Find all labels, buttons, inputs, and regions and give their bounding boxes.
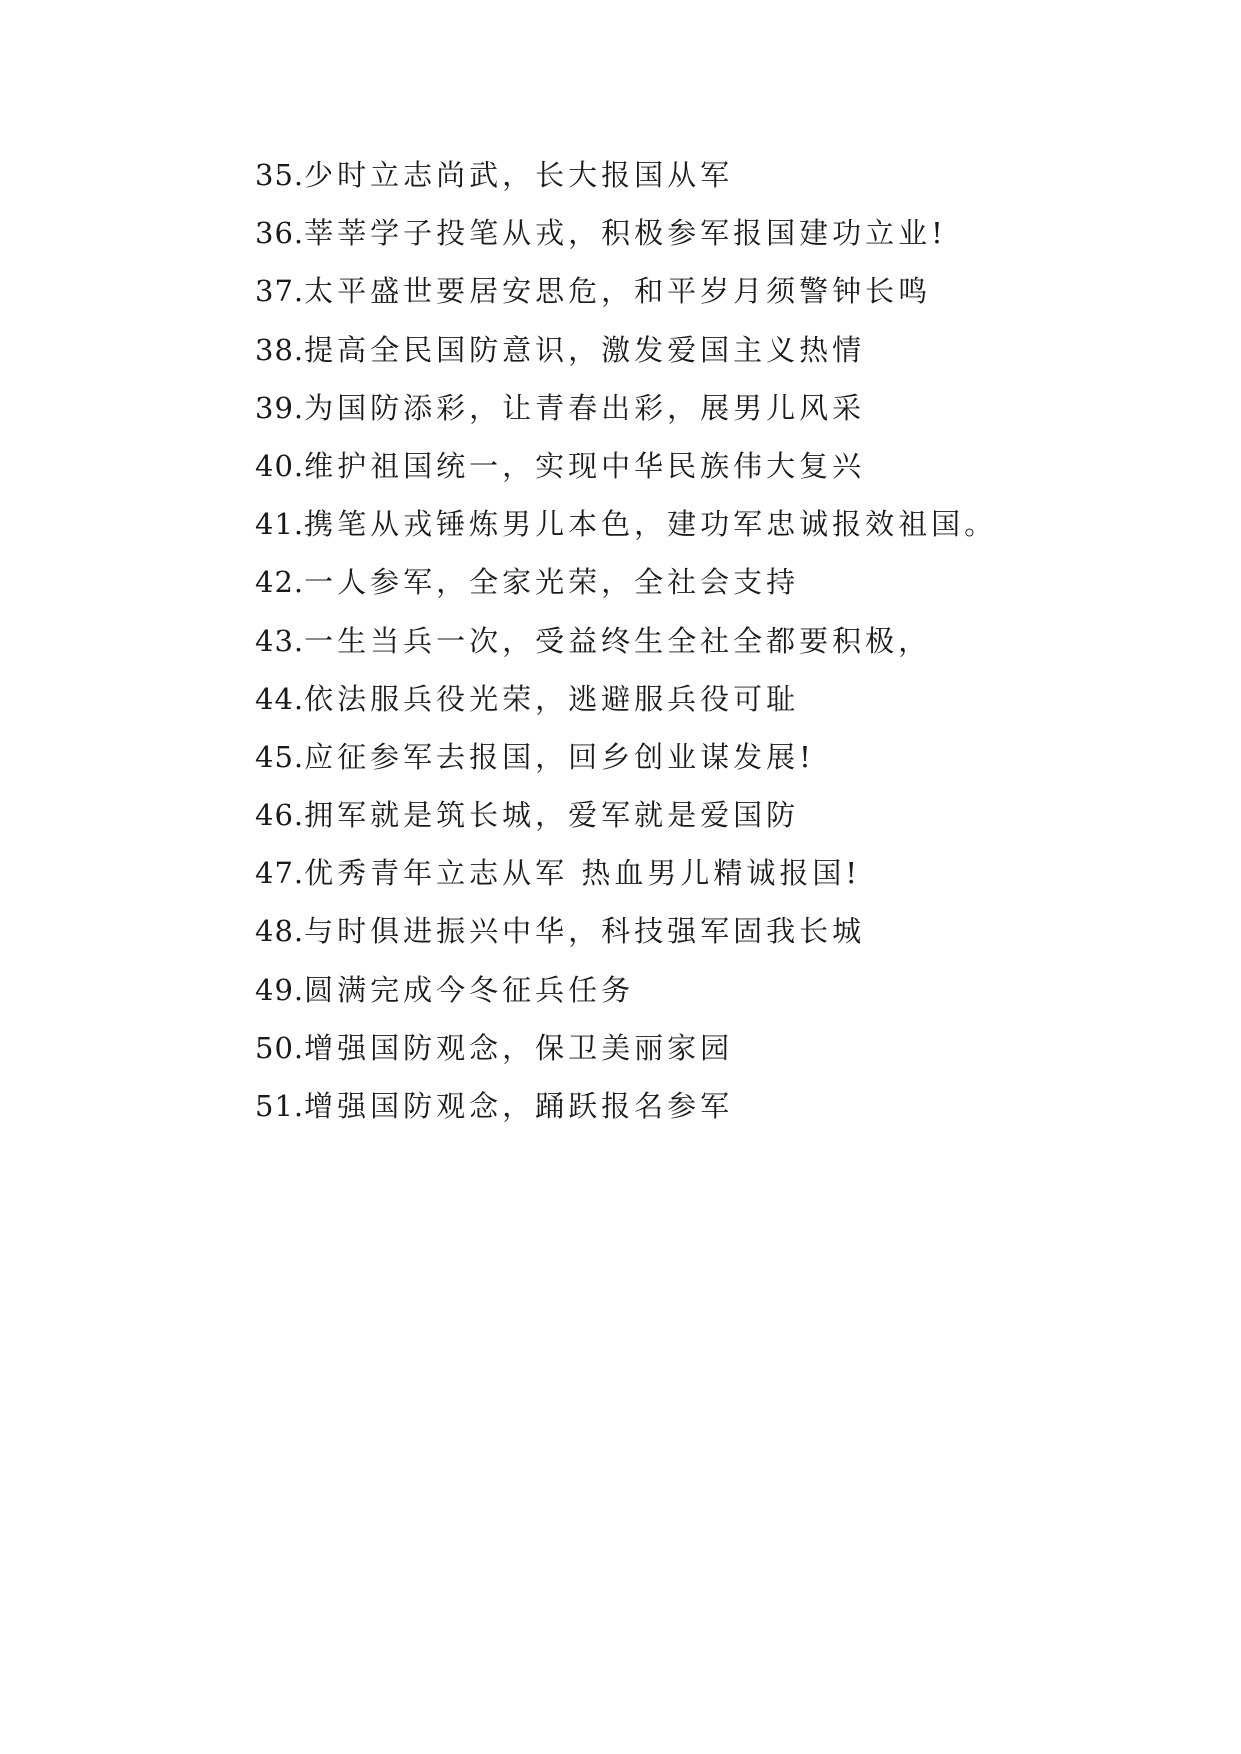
slogan-number: 46.	[255, 798, 305, 833]
slogan-text: 应征参军去报国，回乡创业谋发展!	[304, 739, 815, 774]
slogan-item	[255, 972, 997, 1033]
slogan-text: 维护祖国统一，实现中华民族伟大复兴	[304, 448, 866, 483]
slogan-text: 携笔从戎锤炼男儿本色，建功军忠诚报效祖国。	[304, 507, 998, 542]
slogan-number: 36.	[255, 216, 305, 251]
slogan-number: 38.	[255, 332, 305, 367]
slogan-text: 依法服兵役光荣，逃避服兵役可耻	[304, 681, 800, 716]
slogan-list	[255, 160, 997, 1149]
slogan-number: 51.	[255, 1089, 305, 1123]
slogan-text: 与时俱进振兴中华，科技强军固我长城	[304, 914, 866, 949]
slogan-item	[255, 916, 997, 974]
slogan-number: 49.	[255, 972, 305, 1007]
slogan-item	[255, 218, 997, 276]
slogan-text: 少时立志尚武，长大报国从军	[304, 158, 734, 192]
slogan-item	[255, 681, 997, 742]
slogan-number: 42.	[255, 565, 305, 600]
slogan-item	[255, 509, 997, 567]
slogan-text: 优秀青年立志从军 热血男儿精诚报国!	[304, 856, 861, 891]
slogan-item	[255, 332, 997, 393]
slogan-text: 增强国防观念，踊跃报名参军	[304, 1089, 734, 1123]
slogan-text: 一生当兵一次，受益终生全社全都要积极，	[304, 623, 932, 658]
slogan-text: 一人参军，全家光荣，全社会支持	[304, 565, 800, 600]
slogan-number: 50.	[255, 1030, 305, 1065]
slogan-number: 43.	[255, 623, 305, 658]
slogan-text: 莘莘学子投笔从戎，积极参军报国建功立业!	[304, 216, 947, 251]
slogan-number: 40.	[255, 448, 305, 483]
slogan-text: 提高全民国防意识，激发爱国主义热情	[304, 332, 866, 367]
slogan-item	[255, 567, 997, 625]
slogan-number: 41.	[255, 507, 305, 542]
slogan-item	[255, 800, 997, 858]
slogan-text: 圆满完成今冬征兵任务	[304, 972, 635, 1007]
slogan-number: 47.	[255, 856, 305, 891]
slogan-text: 拥军就是筑长城，爱军就是爱国防	[304, 798, 800, 833]
slogan-number: 39.	[255, 390, 305, 425]
slogan-item	[255, 1091, 997, 1149]
slogan-text: 为国防添彩，让青春出彩，展男儿风采	[304, 390, 866, 425]
slogan-item	[255, 1030, 997, 1091]
slogan-number: 48.	[255, 914, 305, 949]
slogan-item	[255, 390, 997, 451]
slogan-item	[255, 276, 997, 334]
slogan-item	[255, 160, 997, 218]
slogan-text: 增强国防观念，保卫美丽家园	[304, 1030, 734, 1065]
slogan-item	[255, 448, 997, 509]
slogan-item	[255, 858, 997, 916]
slogan-text: 太平盛世要居安思危，和平岁月须警钟长鸣	[304, 274, 932, 309]
slogan-item	[255, 623, 997, 684]
slogan-number: 35.	[255, 158, 305, 192]
slogan-number: 45.	[255, 739, 305, 774]
slogan-item	[255, 739, 997, 800]
slogan-number: 37.	[255, 274, 305, 309]
slogan-number: 44.	[255, 681, 305, 716]
